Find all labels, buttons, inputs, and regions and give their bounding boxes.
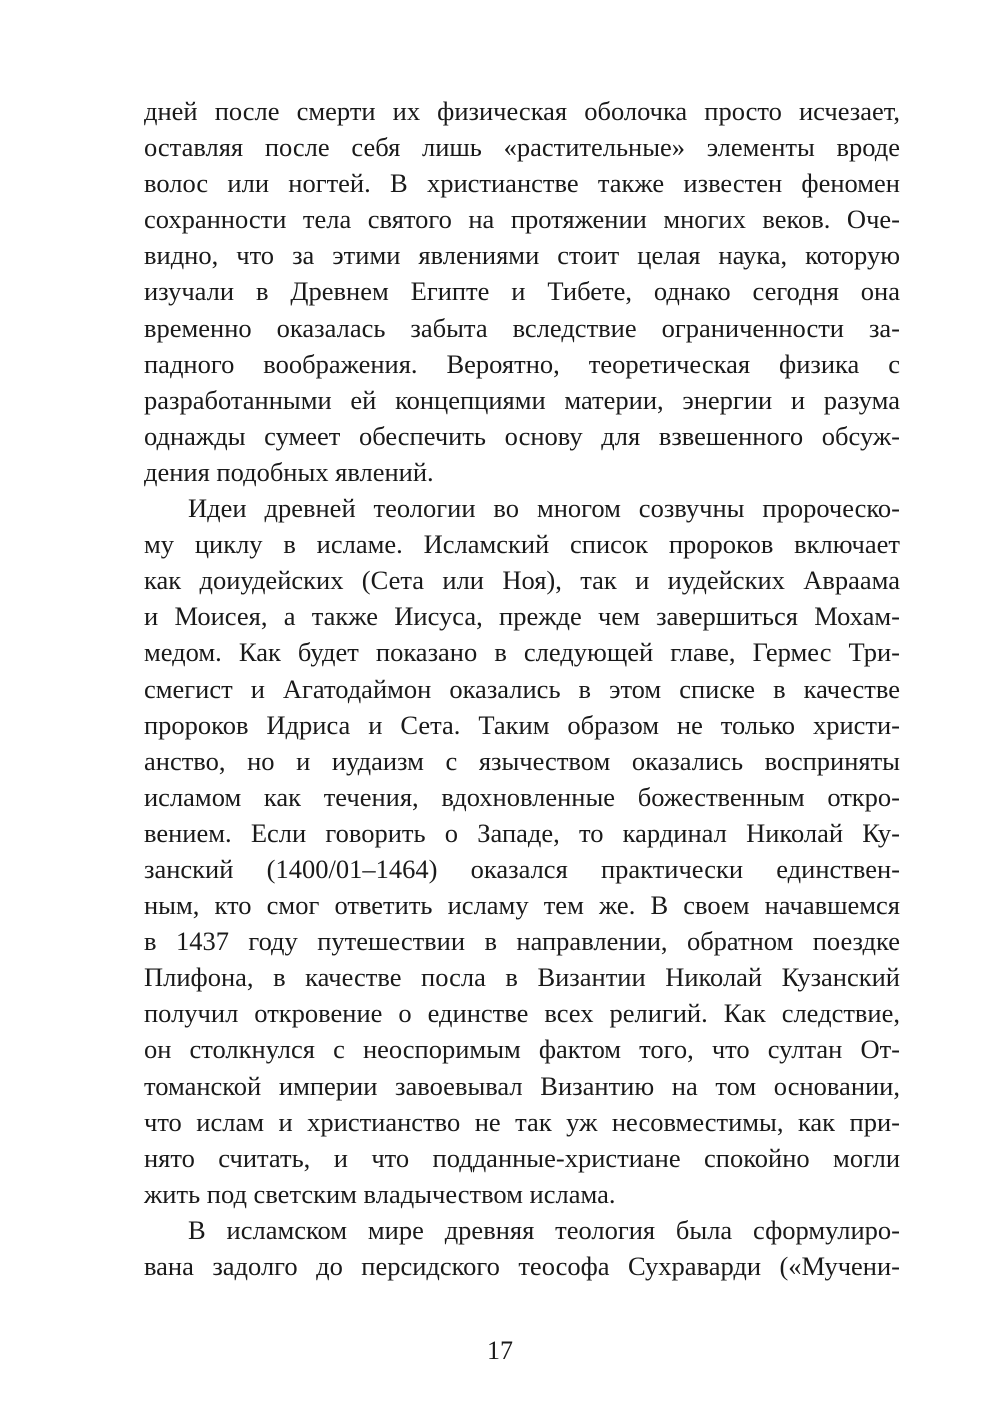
text-line: Идеи древней теологии во многом созвучны пророческо- <box>188 493 900 524</box>
text-line: вением. Если говорить о Западе, то кардинал Николай Ку- <box>144 817 900 848</box>
text-line: занский (1400/01–1464) оказался практически единствен- <box>144 853 900 884</box>
text-line: дения подобных явлений. <box>144 456 434 487</box>
text-line: что ислам и христианство не так уж несовместимы, как при- <box>144 1106 900 1137</box>
text-line: получил откровение о единстве всех религий. Как следствие, <box>144 998 900 1029</box>
text-line: медом. Как будет показано в следующей главе, Гермес Три- <box>144 637 900 668</box>
text-line: в 1437 году путешествии в направлении, обратном поездке <box>144 926 900 957</box>
text-line: однажды сумеет обеспечить основу для взвешенного обсуж- <box>144 420 900 451</box>
text-line: дней после смерти их физическая оболочка просто исчезает, <box>144 96 900 126</box>
text-line: видно, что за этими явлениями стоит целая наука, которую <box>144 240 900 271</box>
text-line: временно оказалась забыта вследствие ограниченности за- <box>144 312 900 343</box>
body-text <box>144 93 900 1284</box>
text-line: он столкнулся с неоспоримым фактом того, что султан От- <box>144 1034 900 1065</box>
text-line: нято считать, и что подданные-христиане спокойно могли <box>144 1142 900 1173</box>
text-line: му циклу в исламе. Исламский список пророков включает <box>144 529 900 560</box>
text-line: волос или ногтей. В христианстве также известен феномен <box>144 168 900 199</box>
paragraph <box>144 93 900 490</box>
text-line: ным, кто смог ответить исламу тем же. В своем начавшемся <box>144 890 900 921</box>
text-line: пророков Идриса и Сета. Таким образом не только христи- <box>144 709 900 740</box>
text-line: смегист и Агатодаймон оказались в этом списке в качестве <box>144 673 900 704</box>
text-line: В исламском мире древняя теология была сформулиро- <box>188 1214 900 1245</box>
page-number: 17 <box>487 1336 513 1365</box>
text-line: анство, но и иудаизм с язычеством оказались восприняты <box>144 745 900 776</box>
text-line: изучали в Древнем Египте и Тибете, однако сегодня она <box>144 276 900 307</box>
text-line: сохранности тела святого на протяжении многих веков. Оче- <box>144 204 900 235</box>
paragraph <box>144 490 900 1212</box>
text-line: и Моисея, а также Иисуса, прежде чем завершиться Мохам- <box>144 601 900 632</box>
text-line: разработанными ей концепциями материи, энергии и разума <box>144 384 900 415</box>
text-line: падного воображения. Вероятно, теоретическая физика с <box>144 348 900 379</box>
text-line: вана задолго до персидского теософа Сухраварди («Мучени- <box>144 1251 900 1281</box>
text-line: исламом как течения, вдохновленные божественным откро- <box>144 781 900 812</box>
paragraph <box>144 1212 900 1284</box>
text-line: Плифона, в качестве посла в Византии Николай Кузанский <box>144 962 900 993</box>
text-line: как доиудейских (Сета или Ноя), так и иудейских Авраама <box>144 565 900 596</box>
text-line: томанской империи завоевывал Византию на том основании, <box>144 1070 900 1101</box>
text-line: оставляя после себя лишь «растительные» элементы вроде <box>144 132 900 163</box>
text-line: жить под светским владычеством ислама. <box>144 1178 616 1209</box>
